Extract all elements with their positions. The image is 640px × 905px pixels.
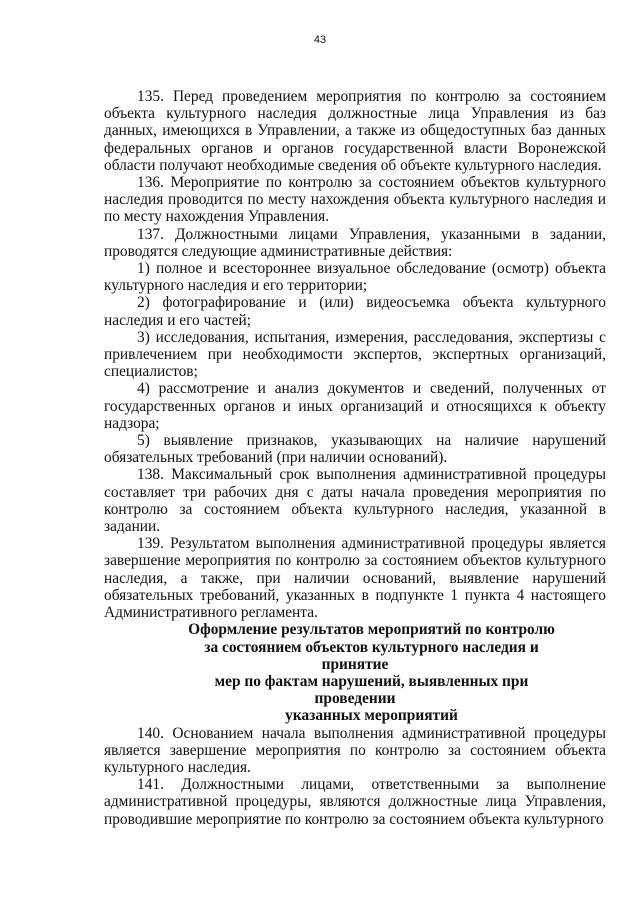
list-item-3: 3) исследования, испытания, измерения, расследования, экспертизы с привлечением при необходимости экспертов, экспертных организаций, специалистов; bbox=[104, 328, 606, 381]
paragraph-140: 140. Основанием начала выполнения административной процедуры является завершение мероприятия по контролю за состоянием объекта культурного наследия. bbox=[104, 724, 606, 776]
list-item-5: 5) выявление признаков, указывающих на наличие нарушений обязательных требований (при наличии оснований). bbox=[104, 432, 606, 467]
section-heading-line: за состоянием объектов культурного наследия и принятие bbox=[204, 638, 539, 673]
paragraph-137: 137. Должностными лицами Управления, указанными в задании, проводятся следующие административные действия: bbox=[104, 225, 606, 260]
list-item-2: 2) фотографирование и (или) видеосъемка объекта культурного наследия и его частей; bbox=[104, 294, 606, 329]
document-body bbox=[104, 88, 606, 828]
section-heading-line: мер по фактам нарушений, выявленных при проведении bbox=[214, 672, 529, 708]
section-heading-line: указанных мероприятий bbox=[285, 707, 458, 725]
paragraph-136: 136. Мероприятие по контролю за состоянием объектов культурного наследия проводится по месту нахождения объекта культурного наследия и по месту нахождения Управления. bbox=[104, 174, 606, 226]
paragraph-139: 139. Результатом выполнения административной процедуры является завершение мероприятия по контролю за состоянием объектов культурного наследия, а также, при наличии оснований, выявление нарушений обязательных требований, указанных в подпункте 1 пункта 4 настоящего Административного регламента. bbox=[104, 535, 606, 622]
section-heading-line: Оформление результатов мероприятий по контролю bbox=[188, 621, 555, 639]
list-item-1: 1) полное и всестороннее визуальное обследование (осмотр) объекта культурного наследия и его территории; bbox=[104, 260, 606, 295]
page-number: 43 bbox=[313, 34, 327, 46]
paragraph-135: 135. Перед проведением мероприятия по контролю за состоянием объекта культурного наследия должностные лица Управления из баз данных, имеющихся в Управлении, а также из общедоступных баз данных федеральных органов и органов государственной власти Воронежской области получают необходимые сведения об объекте культурного наследия. bbox=[104, 88, 606, 174]
section-heading bbox=[104, 621, 606, 724]
paragraph-141: 141. Должностными лицами, ответственными за выполнение административной процедуры, являются должностные лица Управления, проводившие мероприятие по контролю за состоянием объекта культурного bbox=[104, 776, 606, 828]
list-item-4: 4) рассмотрение и анализ документов и сведений, полученных от государственных органов и иных организаций и относящихся к объекту надзора; bbox=[104, 380, 606, 432]
paragraph-138: 138. Максимальный срок выполнения административной процедуры составляет три рабочих дня с даты начала проведения мероприятия по контролю за состоянием объекта культурного наследия, указанной в задании. bbox=[104, 466, 606, 536]
